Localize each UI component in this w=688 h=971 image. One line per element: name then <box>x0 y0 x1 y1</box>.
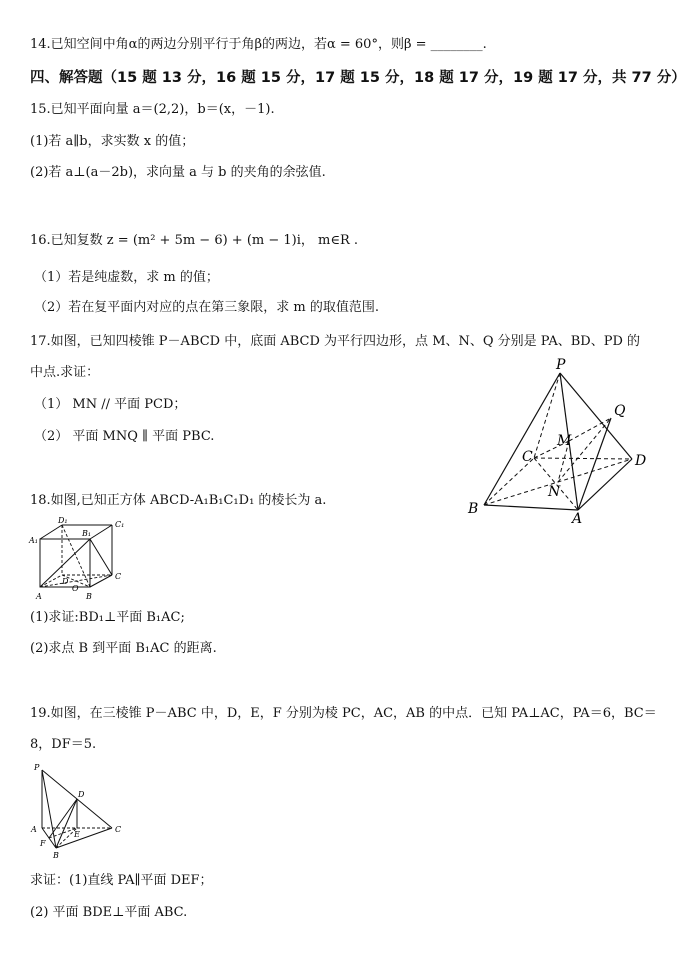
label-C: C <box>522 449 533 465</box>
label-F: F <box>40 839 46 848</box>
question-19-part1: 求证：(1)直线 PA∥平面 DEF； <box>30 873 213 888</box>
label-A: A <box>572 511 583 525</box>
label-C: C <box>115 825 122 834</box>
section-heading: 四、解答题（15 题 13 分，16 题 15 分，17 题 15 分，18 题 17 分，19 题 17 分，共 77 分） <box>30 70 686 86</box>
question-18-stem: 18.如图,已知正方体 ABCD-A₁B₁C₁D₁ 的棱长为 a. <box>30 493 327 508</box>
question-17-stem: 17.如图，已知四棱锥 P－ABCD 中，底面 ABCD 为平行四边形，点 M、N、Q 分别是 PA、BD、PD 的 <box>30 334 641 349</box>
label-B: B <box>468 501 479 517</box>
question-17-part1: （1） MN // 平面 PCD； <box>34 397 187 412</box>
label-A: A <box>31 825 37 834</box>
label-B: B <box>86 592 92 601</box>
label-C1: C₁ <box>115 520 125 529</box>
triangular-pyramid-figure-q19 <box>28 760 138 862</box>
label-D: D <box>62 577 69 586</box>
question-15-stem: 15.已知平面向量 a＝(2,2)，b＝(x，－1). <box>30 102 275 117</box>
label-D: D <box>78 790 85 799</box>
question-16-part1: （1）若是纯虚数，求 m 的值； <box>34 270 219 285</box>
label-B: B <box>53 851 59 860</box>
label-A1: A₁ <box>29 536 38 545</box>
question-18-part2: (2)求点 B 到平面 B₁AC 的距离. <box>30 641 217 656</box>
question-16-stem: 16.已知复数 z = (m² + 5m − 6) + (m − 1)i， m∈R . <box>30 233 359 248</box>
cube-figure-q18 <box>28 515 138 603</box>
question-15-part2: (2)若 a⊥(a－2b)，求向量 a 与 b 的夹角的余弦值. <box>30 165 326 180</box>
label-Q: Q <box>614 403 626 419</box>
label-N: N <box>548 484 561 500</box>
question-19-part2: (2) 平面 BDE⊥平面 ABC. <box>30 905 188 920</box>
pyramid-figure-q17 <box>462 355 662 525</box>
label-D: D <box>635 453 647 469</box>
label-C: C <box>115 572 122 581</box>
question-15-part1: (1)若 a∥b，求实数 x 的值； <box>30 134 195 149</box>
question-17-part2: （2） 平面 MNQ ∥ 平面 PBC. <box>34 429 215 444</box>
label-M: M <box>557 433 572 449</box>
label-B1: B₁ <box>82 529 92 538</box>
label-E: E <box>74 830 80 839</box>
question-14: 14.已知空间中角α的两边分别平行于角β的两边，若α = 60°，则β = ________. <box>30 37 487 52</box>
label-P: P <box>556 357 566 373</box>
question-19-stem: 19.如图，在三棱锥 P－ABC 中，D，E，F 分别为棱 PC，AC，AB 的中点．已知 PA⊥AC，PA＝6，BC＝ <box>30 706 657 721</box>
label-A: A <box>36 592 42 601</box>
question-17-stem-cont: 中点.求证： <box>30 365 100 380</box>
question-19-stem-cont: 8，DF＝5. <box>30 737 97 752</box>
question-18-part1: (1)求证:BD₁⊥平面 B₁AC; <box>30 610 185 625</box>
label-D1: D₁ <box>58 516 68 525</box>
question-16-part2: （2）若在复平面内对应的点在第三象限，求 m 的取值范围. <box>34 300 379 315</box>
label-P: P <box>34 763 40 772</box>
label-O: O <box>72 584 79 593</box>
